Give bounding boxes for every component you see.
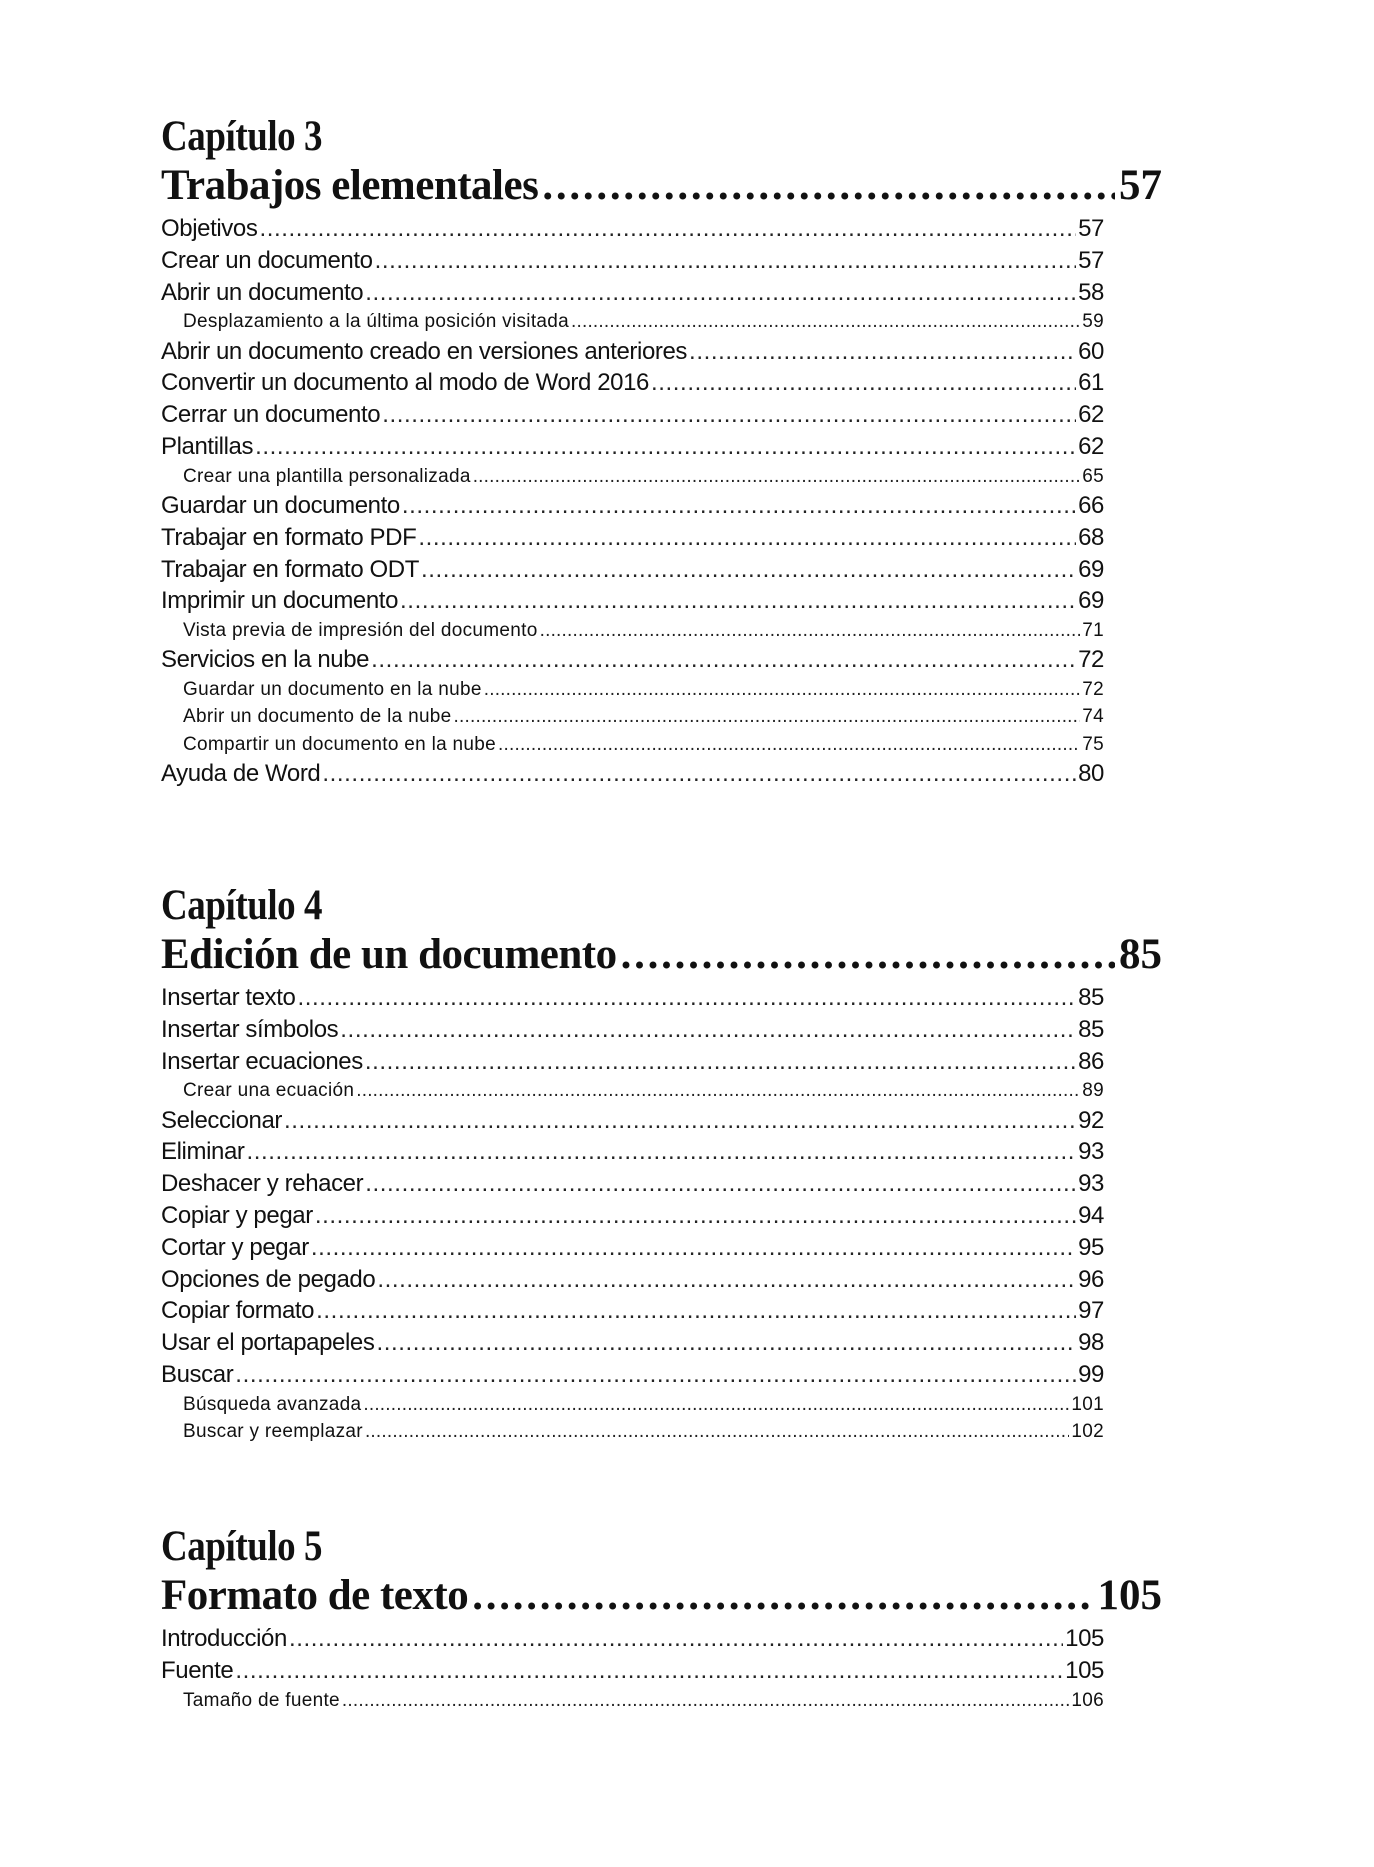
toc-entry[interactable] bbox=[161, 245, 1104, 277]
toc-entry[interactable] bbox=[161, 1623, 1104, 1655]
chapter-5 bbox=[161, 1523, 1162, 1714]
toc-entry-text: Abrir un documento de la nube bbox=[183, 706, 452, 728]
toc-subentry[interactable] bbox=[161, 1077, 1104, 1104]
toc-page-number: 65 bbox=[1082, 465, 1104, 487]
dot-leader bbox=[382, 399, 1076, 431]
dot-leader bbox=[376, 1327, 1076, 1359]
toc-page-number: 86 bbox=[1078, 1047, 1104, 1075]
toc-entry[interactable] bbox=[161, 1200, 1104, 1232]
toc-subentry[interactable] bbox=[161, 1687, 1104, 1714]
toc-page-number: 93 bbox=[1078, 1170, 1104, 1198]
toc-entry-text: Eliminar bbox=[161, 1138, 245, 1166]
dot-leader bbox=[297, 982, 1076, 1014]
toc-entry[interactable] bbox=[161, 1655, 1104, 1687]
toc-page-number: 74 bbox=[1082, 706, 1104, 728]
dot-leader bbox=[316, 1295, 1076, 1327]
toc-entry-text: Introducción bbox=[161, 1625, 287, 1652]
toc-entry-text: Insertar símbolos bbox=[161, 1015, 339, 1043]
toc-page-number: 69 bbox=[1078, 587, 1104, 615]
toc-page-number: 85 bbox=[1078, 984, 1104, 1011]
dot-leader bbox=[473, 463, 1081, 490]
toc-page-number: 99 bbox=[1078, 1360, 1104, 1388]
chapter-title-text: Trabajos elementales bbox=[161, 162, 539, 209]
toc-entry[interactable] bbox=[161, 554, 1104, 586]
dot-leader bbox=[418, 522, 1076, 554]
toc-page-number: 72 bbox=[1078, 646, 1104, 674]
toc-entry[interactable] bbox=[161, 1359, 1104, 1391]
toc-page-number: 80 bbox=[1078, 759, 1104, 787]
toc-page-number: 89 bbox=[1082, 1080, 1104, 1102]
toc-entry-text: Plantillas bbox=[161, 432, 254, 460]
dot-leader bbox=[356, 1077, 1080, 1104]
toc-subentry[interactable] bbox=[161, 308, 1104, 335]
toc-entry[interactable] bbox=[161, 399, 1104, 431]
toc-page-number: 60 bbox=[1078, 337, 1104, 365]
dot-leader bbox=[322, 758, 1076, 790]
dot-leader bbox=[689, 336, 1076, 368]
dot-leader bbox=[402, 490, 1076, 522]
toc-entry[interactable] bbox=[161, 644, 1104, 676]
toc-subentry[interactable] bbox=[161, 463, 1104, 490]
toc-entry-text: Guardar un documento en la nube bbox=[183, 679, 482, 701]
toc-entry-text: Buscar y reemplazar bbox=[183, 1420, 363, 1442]
toc-entry-text: Compartir un documento en la nube bbox=[183, 733, 497, 755]
toc-entry[interactable] bbox=[161, 1136, 1104, 1168]
toc-entry[interactable] bbox=[161, 277, 1104, 309]
dot-leader bbox=[484, 676, 1081, 703]
toc-page-number: 57 bbox=[1078, 215, 1104, 242]
toc-entry-text: Seleccionar bbox=[161, 1106, 283, 1134]
dot-leader bbox=[421, 554, 1076, 586]
toc-page-number: 61 bbox=[1078, 369, 1104, 397]
toc-entry-text: Desplazamiento a la última posición visitada bbox=[183, 311, 570, 333]
toc-entry-text: Copiar y pegar bbox=[161, 1201, 313, 1229]
toc-entry-text: Copiar formato bbox=[161, 1297, 315, 1325]
toc-entry[interactable] bbox=[161, 522, 1104, 554]
toc-entry-text: Imprimir un documento bbox=[161, 587, 399, 615]
toc-subentry[interactable] bbox=[161, 1391, 1104, 1418]
toc-entry[interactable] bbox=[161, 1014, 1104, 1046]
dot-leader bbox=[571, 308, 1080, 335]
chapter-title[interactable] bbox=[161, 163, 1162, 211]
toc-entry[interactable] bbox=[161, 1327, 1104, 1359]
dot-leader bbox=[284, 1105, 1076, 1137]
dot-leader bbox=[255, 431, 1076, 463]
toc-entry-text: Crear una ecuación bbox=[183, 1080, 355, 1102]
toc-page-number: 62 bbox=[1078, 401, 1104, 429]
toc-page-number: 72 bbox=[1082, 679, 1104, 701]
toc-entries bbox=[161, 213, 1104, 789]
toc-page-number: 69 bbox=[1078, 555, 1104, 583]
toc-entry-text: Trabajar en formato ODT bbox=[161, 555, 419, 583]
toc-page-number: 66 bbox=[1078, 491, 1104, 519]
chapter-label: Capítulo 4 bbox=[161, 882, 323, 929]
dot-leader bbox=[289, 1623, 1063, 1655]
toc-subentry[interactable] bbox=[161, 617, 1104, 644]
toc-subentry[interactable] bbox=[161, 703, 1104, 730]
toc-page-number: 105 bbox=[1065, 1625, 1104, 1652]
dot-leader bbox=[311, 1232, 1076, 1264]
chapter-label: Capítulo 3 bbox=[161, 113, 323, 160]
dot-leader bbox=[365, 1418, 1069, 1445]
toc-entry-text: Crear un documento bbox=[161, 246, 373, 274]
toc-page-number: 97 bbox=[1078, 1297, 1104, 1325]
toc-entries bbox=[161, 982, 1104, 1445]
toc-page-number: 106 bbox=[1071, 1689, 1104, 1711]
chapter-title-text: Formato de texto bbox=[161, 1572, 469, 1619]
toc-page-number: 71 bbox=[1082, 620, 1104, 642]
toc-entry-text: Cortar y pegar bbox=[161, 1233, 309, 1261]
toc-entry-text: Convertir un documento al modo de Word 2016 bbox=[161, 369, 649, 397]
chapter-title[interactable] bbox=[161, 1573, 1162, 1621]
toc-entry[interactable] bbox=[161, 1105, 1104, 1137]
chapter-label: Capítulo 5 bbox=[161, 1523, 323, 1570]
dot-leader bbox=[259, 213, 1076, 245]
toc-entry[interactable] bbox=[161, 758, 1104, 790]
toc-entry[interactable] bbox=[161, 1232, 1104, 1264]
toc-entry-text: Guardar un documento bbox=[161, 491, 400, 519]
dot-leader bbox=[365, 1046, 1076, 1078]
toc-page-number: 57 bbox=[1078, 246, 1104, 274]
dot-leader bbox=[472, 1573, 1093, 1619]
toc-entry-text: Opciones de pegado bbox=[161, 1265, 376, 1293]
dot-leader bbox=[498, 731, 1080, 758]
toc-entry-text: Crear una plantilla personalizada bbox=[183, 465, 471, 487]
toc-entry-text: Servicios en la nube bbox=[161, 646, 370, 674]
dot-leader bbox=[342, 1687, 1069, 1714]
toc-entry-text: Usar el portapapeles bbox=[161, 1329, 375, 1357]
toc-page-number: 59 bbox=[1082, 311, 1104, 333]
toc-page-number: 101 bbox=[1071, 1393, 1104, 1415]
dot-leader bbox=[315, 1200, 1076, 1232]
dot-leader bbox=[540, 617, 1081, 644]
toc-page-number: 95 bbox=[1078, 1233, 1104, 1261]
chapter-page-number: 57 bbox=[1119, 162, 1162, 209]
dot-leader bbox=[371, 644, 1076, 676]
toc-page-number: 93 bbox=[1078, 1138, 1104, 1166]
toc-entry-text: Insertar texto bbox=[161, 984, 296, 1011]
dot-leader bbox=[365, 277, 1076, 309]
toc-entry-text: Abrir un documento creado en versiones anteriores bbox=[161, 337, 688, 365]
toc-page-number: 96 bbox=[1078, 1265, 1104, 1293]
toc-entry[interactable] bbox=[161, 367, 1104, 399]
toc-entry[interactable] bbox=[161, 490, 1104, 522]
toc-page-number: 105 bbox=[1065, 1656, 1104, 1684]
dot-leader bbox=[400, 585, 1076, 617]
dot-leader bbox=[365, 1168, 1076, 1200]
toc-page-number: 92 bbox=[1078, 1106, 1104, 1134]
toc-subentry[interactable] bbox=[161, 731, 1104, 758]
dot-leader bbox=[621, 932, 1115, 978]
toc-subentry[interactable] bbox=[161, 676, 1104, 703]
toc-entry[interactable] bbox=[161, 1264, 1104, 1296]
toc-entry[interactable] bbox=[161, 1168, 1104, 1200]
dot-leader bbox=[454, 703, 1081, 730]
toc-entry-text: Buscar bbox=[161, 1360, 234, 1388]
toc-entries bbox=[161, 1623, 1104, 1714]
dot-leader bbox=[340, 1014, 1076, 1046]
toc-entry-text: Abrir un documento bbox=[161, 278, 364, 306]
toc-entry-text: Insertar ecuaciones bbox=[161, 1047, 363, 1075]
toc-page-number: 68 bbox=[1078, 523, 1104, 551]
toc-entry-text: Objetivos bbox=[161, 215, 258, 242]
toc-entry-text: Cerrar un documento bbox=[161, 401, 381, 429]
toc-entry[interactable] bbox=[161, 1295, 1104, 1327]
toc-entry-text: Deshacer y rehacer bbox=[161, 1170, 364, 1198]
toc-page-number: 94 bbox=[1078, 1201, 1104, 1229]
toc-entry[interactable] bbox=[161, 213, 1104, 245]
dot-leader bbox=[235, 1655, 1063, 1687]
toc-entry-text: Fuente bbox=[161, 1656, 234, 1684]
chapter-title-text: Edición de un documento bbox=[161, 931, 617, 978]
chapter-title[interactable] bbox=[161, 932, 1162, 980]
dot-leader bbox=[246, 1136, 1076, 1168]
dot-leader bbox=[375, 245, 1077, 277]
toc-page-number: 75 bbox=[1082, 733, 1104, 755]
toc-page-number: 102 bbox=[1071, 1420, 1104, 1442]
chapter-page-number: 105 bbox=[1097, 1572, 1162, 1619]
dot-leader bbox=[363, 1391, 1069, 1418]
dot-leader bbox=[377, 1264, 1076, 1296]
toc-entry-text: Vista previa de impresión del documento bbox=[183, 620, 538, 642]
chapter-page-number: 85 bbox=[1119, 931, 1162, 978]
toc-entry[interactable] bbox=[161, 431, 1104, 463]
toc-entry-text: Tamaño de fuente bbox=[183, 1689, 340, 1711]
toc-page-number: 85 bbox=[1078, 1015, 1104, 1043]
dot-leader bbox=[235, 1359, 1076, 1391]
toc-entry-text: Búsqueda avanzada bbox=[183, 1393, 362, 1415]
toc-page-number: 62 bbox=[1078, 432, 1104, 460]
toc-entry[interactable] bbox=[161, 336, 1104, 368]
dot-leader bbox=[542, 163, 1115, 209]
toc-entry-text: Ayuda de Word bbox=[161, 759, 321, 787]
toc-entry[interactable] bbox=[161, 1046, 1104, 1078]
toc-entry-text: Trabajar en formato PDF bbox=[161, 523, 417, 551]
toc-page-number: 58 bbox=[1078, 278, 1104, 306]
chapter-4 bbox=[161, 882, 1162, 1445]
toc-entry[interactable] bbox=[161, 982, 1104, 1014]
toc-page-number: 98 bbox=[1078, 1329, 1104, 1357]
toc-subentry[interactable] bbox=[161, 1418, 1104, 1445]
dot-leader bbox=[651, 367, 1076, 399]
chapter-3 bbox=[161, 113, 1162, 789]
toc-entry[interactable] bbox=[161, 585, 1104, 617]
